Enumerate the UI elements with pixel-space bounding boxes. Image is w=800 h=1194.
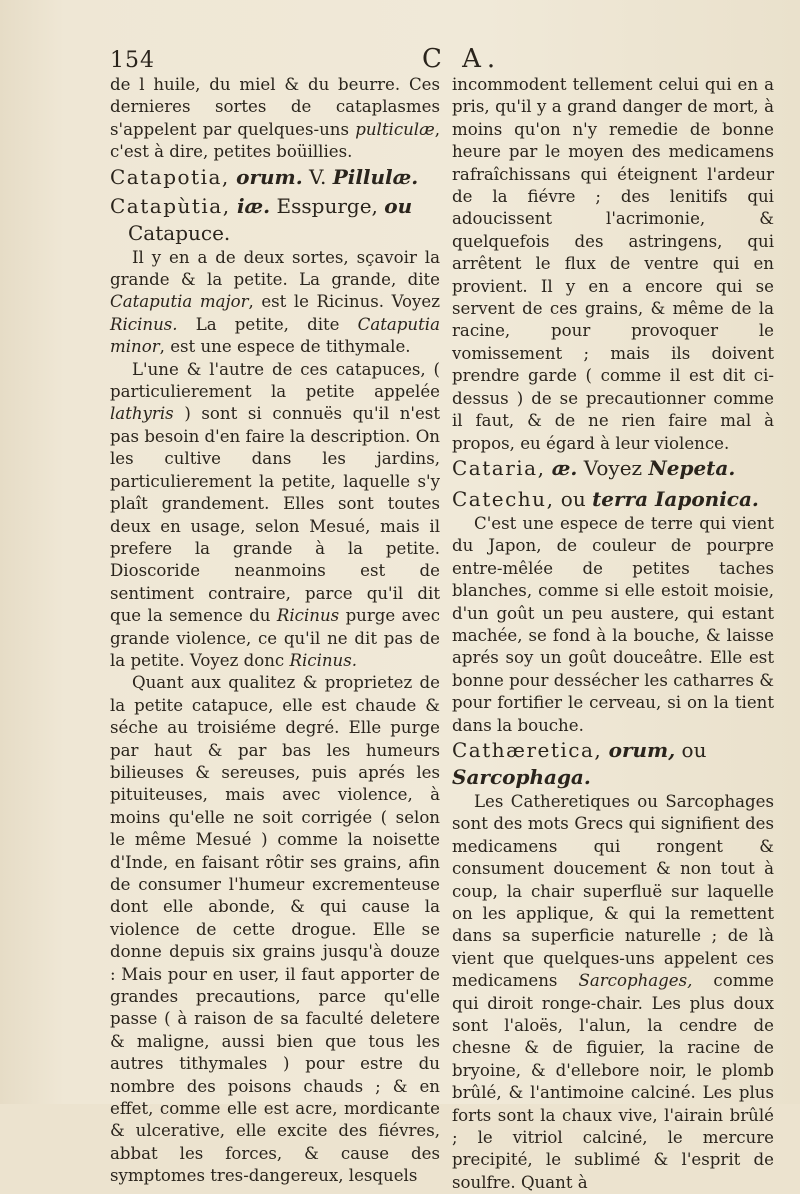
running-head: C A. <box>422 44 502 74</box>
entry-heading: Catechu, ou terra Iaponica. <box>452 486 759 511</box>
entry-heading: Catapotia, orum. V. Pillulæ. <box>110 164 419 189</box>
paragraph: de l huile, du miel & du beurre. Ces dernieres sortes de cataplasmes s'appelent par quelques-uns pulticulæ, c'est à dire, petites boüillies. <box>110 75 440 162</box>
page-number: 154 <box>110 48 155 73</box>
right-column <box>452 74 774 1194</box>
paragraph: Il y en a de deux sortes, sçavoir la grande & la petite. La grande, dite Cataputia major, est le Ricinus. Voyez Ricinus. La petite, dite Cataputia minor, est une espece de tithymale. <box>110 247 440 357</box>
entry-heading: Cathæretica, orum, ou Sarcophaga. <box>452 737 707 789</box>
paragraph: Les Catheretiques ou Sarcophages sont des mots Grecs qui signifient des medicamens qui rongent & consument doucement & non tout à coup, la chair superfluë sur laquelle on les applique, & qui la remettent dans sa superficie naturelle ; de là vient que quelques-uns appelent ces medicamens Sarcophages, comme qui diroit ronge-chair. Les plus doux sont l'aloës, l'alun, la cendre de chesne & de figuier, la racine de bryoine, & d'ellebore noir, le plomb brûlé, & l'antimoine calciné. Les plus forts sont la chaux vive, l'airain brûlé ; le vitriol calciné, le mercure precipité, le sublimé & l'esprit de soulfre. Quant à <box>452 791 774 1192</box>
left-column <box>110 74 440 1188</box>
entry-heading: Cataria, æ. Voyez Nepeta. <box>452 455 736 480</box>
page-header <box>110 44 760 78</box>
paragraph: C'est une espece de terre qui vient du Japon, de couleur de pourpre entre-mêlée de petites taches blanches, comme si elle estoit moisie, d'un goût un peu austere, qui estant machée, se fond à la bouche, & laisse aprés soy un goût douceâtre. Elle est bonne pour dessécher les catharres & pour fortifier le cerveau, si on la tient dans la bouche. <box>452 513 774 735</box>
paragraph: incommodent tellement celui qui en a pris, qu'il y a grand danger de mort, à moins qu'on n'y remedie de bonne heure par le moyen des medicamens rafraîchissans qui éteignent l'ardeur de la fiévre ; des lenitifs qui adoucissent l'acrimonie, & quelquefois des astringens, qui arrêtent le flux de ventre qui en provient. Il y en a encore qui se servent de ces grains, & même de la racine, pour provoquer le vomissement ; mais ils doivent prendre garde ( comme il est dit ci-dessus ) de se precautionner comme il faut, & de ne rien faire mal à propos, eu égard à leur violence. <box>452 75 774 453</box>
paragraph: L'une & l'autre de ces catapuces, ( particulierement la petite appelée lathyris ) sont si connuës qu'il n'est pas besoin d'en faire la description. On les cultive dans les jardins, particulierement la petite, laquelle s'y plaît grandement. Elles sont toutes deux en usage, selon Mesué, mais il prefere la grande à la petite. Dioscoride neanmoins est de sentiment contraire, parce qu'il dit que la semence du Ricinus purge avec grande violence, ce qu'il ne dit pas de la petite. Voyez donc Ricinus. <box>110 359 441 670</box>
paragraph: Quant aux qualitez & proprietez de la petite catapuce, elle est chaude & séche au troisiéme degré. Elle purge par haut & par bas les humeurs bilieuses & sereuses, puis aprés les pituiteuses, mais avec violence, à moins qu'elle ne soit corrigée ( selon le même Mesué ) comme la noisette d'Inde, en faisant rôtir ses grains, afin de consumer l'humeur excrementeuse dont elle abonde, & qui cause la violence de cette drogue. Elle se donne depuis six grains jusqu'à douze : Mais pour en user, il faut apporter de grandes precautions, parce qu'elle passe ( à raison de sa faculté deletere & maligne, aussi bien que tous les autres tithymales ) pour estre du nombre des poisons chauds ; & en effet, comme elle est acre, mordicante & ulcerative, elle excite des fiévres, abbat les forces, & cause des symptomes tres-dangereux, lesquels <box>110 673 440 1186</box>
entry-heading: Catapùtia, iæ. Esspurge, ou Catapuce. <box>110 193 413 245</box>
